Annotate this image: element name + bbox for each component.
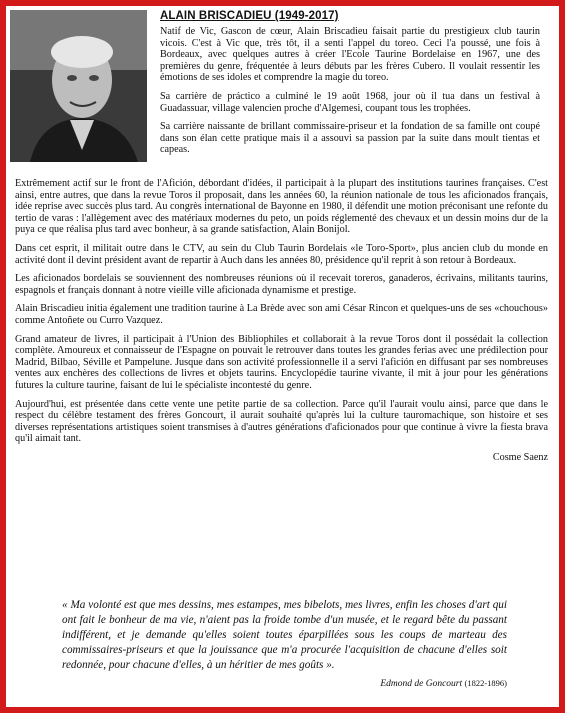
article-signature: Cosme Saenz <box>492 451 548 463</box>
article-header <box>160 10 540 163</box>
goncourt-quote <box>62 598 507 689</box>
body-paragraph-3: Les aficionados bordelais se souviennent des nombreuses réunions où il recevait toreros, ganaderos, écrivains, militants taurins, espagnols et français donnant à notre vieille ville aficionada dynamisme et prestige. <box>15 273 548 296</box>
body-paragraph-6: Aujourd'hui, est présentée dans cette vente une petite partie de sa collection. Parce qu'il l'aurait voulu ainsi, parce que dans le respect du célèbre testament des frères Goncourt, il aurait souhaité qu'après lui la culture tauromachique, son histoire et ses diverses représentations artistiques soient transmises à d'autres générations d'aficionados pour que continue à vivre la fiesta brava qu'il aimait tant. <box>15 398 548 445</box>
intro-paragraph-1: Natif de Vic, Gascon de cœur, Alain Briscadieu faisait partie du prestigieux club taurin vicois. C'est à Vic que, très tôt, il a senti l'appel du toreo. Ceci l'a poussé, une fois à Bordeaux, avec quelques autres à créer l'Ecole Taurine Bordelaise en 1967, une des premières du genre, fréquentée à leurs débuts par les frères Cubero. Il voulait ressentir les émotions de ses idoles et comprendre la magie du toreo. <box>160 26 540 84</box>
intro-paragraph-2: Sa carrière de práctico a culminé le 19 août 1968, jour où il tua dans un festival à Guadassuar, village valencien proche d'Algemesi, coupant tous les trophées. <box>160 90 540 114</box>
quote-author-years: (1822-1896) <box>464 678 507 688</box>
portrait-photo <box>10 10 147 162</box>
article-title: ALAIN BRISCADIEU (1949-2017) <box>160 10 339 22</box>
quote-text: « Ma volonté est que mes dessins, mes estampes, mes bibelots, mes livres, enfin les choses d'art qui ont fait le bonheur de ma vie, n'aient pas la froide tombe d'un musée, et le regard bête du passant indifférent, et je demande qu'elles soient toutes éparpillées sous les coups de marteau des commissaires-priseurs et que la jouissance que m'a procurée l'acquisition de chacune d'elles soit redonnée, pour chacune d'elles, à un héritier de mes goûts ». <box>62 599 507 671</box>
body-paragraph-1: Extrêmement actif sur le front de l'Afición, débordant d'idées, il participait à la plupart des institutions taurines françaises. C'est ainsi, entre autres, que dans la revue Toros il proposait, dans les années 60, la réunion nationale de tous les aficionados français, idée reprise avec succès plus tard. Au congrès international de Bayonne en 1980, il défendit une motion préconisant une refonte du tertio de varas : l'allègement avec des matériaux modernes du peto, un poids réglementé des chevaux et un dessin moins dur de la puya ce que réalisa plus tard avec bonheur, à sa grande satisfaction, Alain Bonijol. <box>15 178 548 236</box>
body-paragraph-2: Dans cet esprit, il militait outre dans le CTV, au sein du Club Taurin Bordelais «le Toro-Sport», plus ancien club du monde en activité dont il devint président avant de repartir à Auch dans les années 80, présidence qu'il reprit à son retour à Bordeaux. <box>15 242 548 266</box>
intro-paragraph-3: Sa carrière naissante de brillant commissaire-priseur et la fondation de sa famille ont coupé dans son élan cette pratique mais il a assouvi sa passion par la suite dans moult tientas et capeas. <box>160 121 540 156</box>
article-body <box>15 178 548 463</box>
body-paragraph-4: Alain Briscadieu initia également une tradition taurine à La Brède avec son ami César Rincon et quelques-uns de ses «chouchous» comme Antoñete ou Curro Vazquez. <box>15 303 548 326</box>
body-paragraph-5: Grand amateur de livres, il participait à l'Union des Bibliophiles et collaborait à la revue Toros dont il possédait la collection complète. Amoureux et connaisseur de l'Espagne on pouvait le retrouver dans toutes les grandes ferias avec une prédilection pour Madrid, Bilbao, Séville et Pampelune. Jusque dans son activité professionnelle il a servi l'afición en diffusant par ses nombreuses ventes aux enchères des collections de livres et objets taurins. Encyclopédie taurine vivante, il mit à jour pour les générations futures la culture taurine, faisant de lui le spécialiste incontesté du genre. <box>15 333 548 391</box>
quote-author: Edmond de Goncourt <box>380 679 463 689</box>
quote-author-line <box>62 678 507 689</box>
